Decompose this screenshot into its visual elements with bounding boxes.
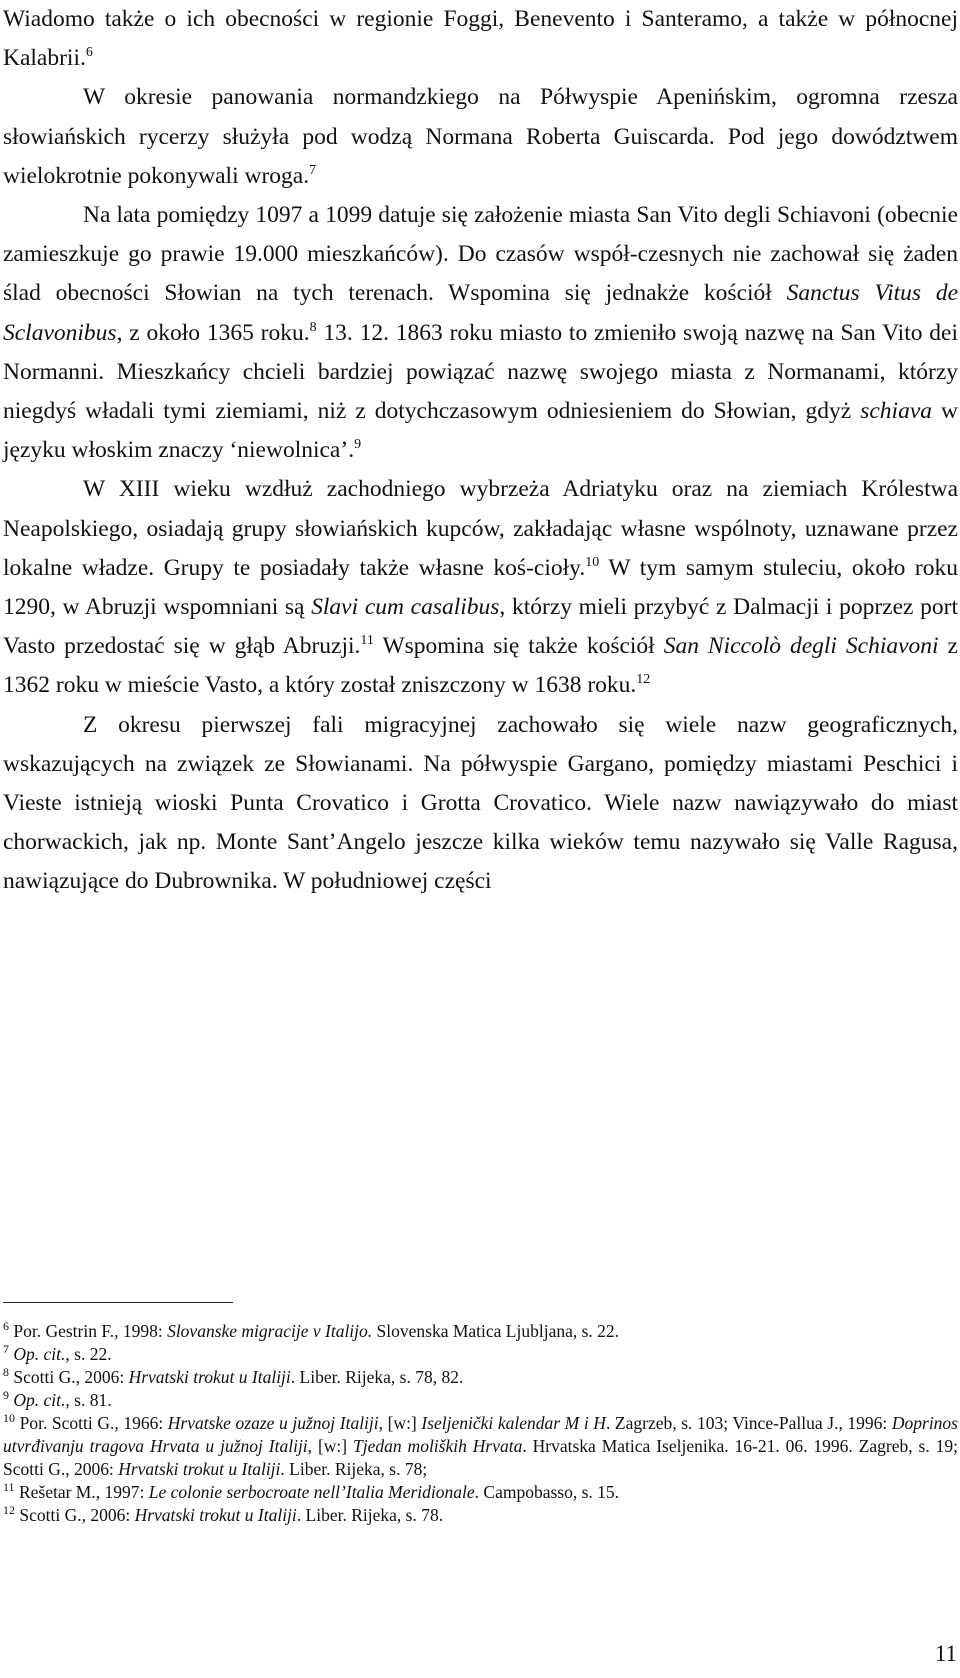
text-run: , z około 1365 roku. [116, 319, 310, 346]
text-run: , [w:] [307, 1436, 354, 1456]
footnote [3, 1389, 958, 1412]
text-run: s. 22. [69, 1344, 112, 1364]
text-run: W okresie panowania normandzkiego na Półwyspie Apenińskim, ogromna rzesza słowiańskich rycerzy służyła pod wodzą Normana Roberta Guiscarda. Pod jego dowództwem wielokrotnie pokonywali wroga. [3, 84, 958, 189]
text-run: s. 81. [69, 1390, 112, 1410]
text-run: Z okresu pierwszej fali migracyjnej zachowało się wiele nazw geograficznych, wskazujących na związek ze Słowianami. Na półwyspie Gargano, pomiędzy miastami Peschici i Vieste istnieją wioski Punta Crovatico i Grotta Crovatico. Wiele nazw nawiązywało do miast chorwackich, jak np. Monte Sant’Angelo jeszcze kilka wieków temu nazywało się Valle Ragusa, nawiązujące do Dubrownika. W południowej części [3, 711, 958, 895]
footnote-number: 11 [3, 1480, 15, 1494]
italic-text: Slovanske migracije v Italijo. [167, 1321, 373, 1341]
footnote-ref: 6 [85, 45, 93, 61]
italic-text: Hrvatski trokut u Italiji [128, 1367, 291, 1387]
text-run: . Liber. Rijeka, s. 78; [280, 1459, 428, 1479]
footnote [3, 1343, 958, 1366]
footnote-ref: 11 [360, 633, 374, 649]
text-run: Por. Gestrin F., 1998: [9, 1321, 168, 1341]
text-run: Scotti G., 2006: [15, 1505, 135, 1525]
text-run: . Hrvatska Matica Iseljenika. 16-21. 06. 1996. Zagreb, s. 19; Scotti G., 2006: [3, 1436, 958, 1479]
text-run: , którzy mieli przybyć z Dalmacji i poprzez port Vasto przedostać się w głąb Abruzji. [3, 594, 958, 660]
italic-text: Tjedan moliških Hrvata [353, 1436, 523, 1456]
footnote [3, 1504, 958, 1527]
text-run: Slovenska Matica Ljubljana, s. 22. [372, 1321, 620, 1341]
footnote-number: 10 [3, 1411, 15, 1425]
text-run: W XIII wieku wzdłuż zachodniego wybrzeża Adriatyku oraz na ziemiach Królestwa Neapolskiego, osiadają grupy słowiańskich kupców, zakładając własne wspólnoty, uznawane przez lokalne władze. Grupy te posiadały także własne koś-cioły. [3, 476, 958, 581]
italic-text: Hrvatske ozaze u južnoj Italiji [167, 1413, 379, 1433]
text-run: . Liber. Rijeka, s. 78. [296, 1505, 444, 1525]
italic-text: Iseljenički kalendar M i H [421, 1413, 606, 1433]
text-run: Na lata pomiędzy 1097 a 1099 datuje się założenie miasta San Vito degli Schiavoni (obecnie zamieszkuje go prawie 19.000 mieszkańców). Do czasów współ-czesnych nie zachował się żaden ślad obecności Słowian na tych terenach. Wspomina się jednakże kościół [3, 202, 958, 307]
text-run: . Campobasso, s. 15. [474, 1482, 620, 1502]
footnote-separator [3, 1302, 233, 1303]
text-run: W tym samym stuleciu, około roku 1290, w Abruzji wspomniani są [3, 554, 958, 621]
footnote-ref: 9 [354, 437, 362, 453]
footnote-ref: 12 [636, 672, 651, 688]
italic-text: Sanctus Vitus de Sclavonibus [3, 280, 958, 346]
text-run: w języku włoskim znaczy ‘niewolnica’. [3, 398, 958, 464]
italic-text: Doprinos utvrđivanju tragova Hrvata u južnoj Italiji [3, 1413, 958, 1456]
italic-text: Le colonie serbocroate nell’Italia Meridionale [148, 1482, 475, 1502]
text-run: Por. Scotti G., 1966: [15, 1413, 168, 1433]
paragraph [3, 0, 958, 78]
footnote-ref: 10 [585, 554, 600, 570]
footnote-ref: 7 [309, 162, 317, 178]
paragraph [3, 196, 958, 470]
italic-text: Hrvatski trokut u Italiji [134, 1505, 297, 1525]
italic-text: Op. cit., [13, 1390, 70, 1410]
text-run: , [w:] [378, 1413, 422, 1433]
main-text [3, 0, 958, 902]
footnotes [3, 1320, 958, 1527]
paragraph [3, 78, 958, 196]
footnote-number: 12 [3, 1503, 15, 1517]
paragraph [3, 706, 958, 902]
footnote-ref: 8 [309, 319, 317, 335]
italic-text: Slavi cum casalibus [311, 594, 500, 621]
page-number: 11 [934, 1641, 957, 1666]
text-run: . Zagrzeb, s. 103; Vince-Pallua J., 1996: [605, 1413, 892, 1433]
footnote [3, 1366, 958, 1389]
text-run: . Liber. Rijeka, s. 78, 82. [290, 1367, 464, 1387]
italic-text: schiava [860, 398, 933, 425]
text-run: Scotti G., 2006: [9, 1367, 129, 1387]
footnote-number: 8 [3, 1365, 9, 1379]
paragraph [3, 470, 958, 705]
footnote-number: 7 [3, 1342, 9, 1356]
footnote-number: 9 [3, 1388, 9, 1402]
text-run: Wspomina się także kościół [373, 633, 664, 660]
footnote-number: 6 [3, 1319, 9, 1333]
footnote [3, 1320, 958, 1343]
text-run: z 1362 roku w mieście Vasto, a który został zniszczony w 1638 roku. [3, 633, 958, 699]
footnote [3, 1481, 958, 1504]
text-run: Wiadomo także o ich obecności w regionie Foggi, Benevento i Santeramo, a także w północnej Kalabrii. [3, 6, 958, 72]
text-run: Rešetar M., 1997: [14, 1482, 149, 1502]
italic-text: San Niccolò degli Schiavoni [663, 633, 939, 660]
italic-text: Hrvatski trokut u Italiji [118, 1459, 281, 1479]
footnote [3, 1412, 958, 1481]
text-run: 13. 12. 1863 roku miasto to zmieniło swoją nazwę na San Vito dei Normanni. Mieszkańcy chcieli bardziej powiązać nazwę swojego miasta z Normanami, którzy niegdyś władali tymi ziemiami, niż z dotychczasowym odniesieniem do Słowian, gdyż [3, 319, 958, 425]
italic-text: Op. cit., [13, 1344, 70, 1364]
